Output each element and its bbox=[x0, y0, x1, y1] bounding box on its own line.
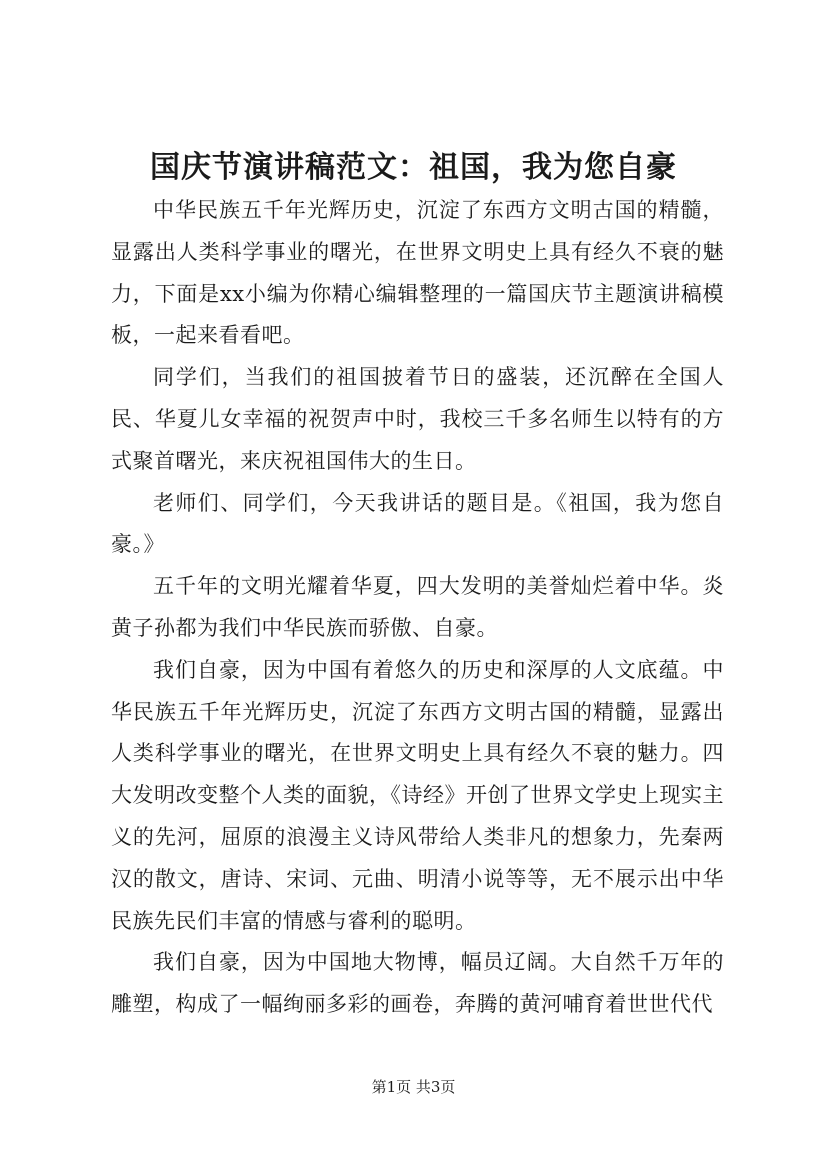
paragraph: 同学们，当我们的祖国披着节日的盛装，还沉醉在全国人民、华夏儿女幸福的祝贺声中时，我校三千多名师生以特有的方式聚首曙光，来庆祝祖国伟大的生日。 bbox=[111, 365, 724, 473]
paragraph: 中华民族五千年光辉历史，沉淀了东西方文明古国的精髓，显露出人类科学事业的曙光，在世界文明史上具有经久不衰的魅力，下面是xx小编为你精心编辑整理的一篇国庆节主题演讲稿模板，一起来看看吧。 bbox=[111, 198, 724, 348]
page-footer: 第1页 共3页 bbox=[371, 1078, 456, 1096]
paragraph: 五千年的文明光耀着华夏，四大发明的美誉灿烂着中华。炎黄子孙都为我们中华民族而骄傲、自豪。 bbox=[111, 574, 724, 640]
document-title: 国庆节演讲稿范文：祖国，我为您自豪 bbox=[150, 150, 677, 185]
document-body bbox=[111, 190, 724, 1026]
paragraph: 老师们、同学们，今天我讲话的题目是。《祖国，我为您自豪。》 bbox=[111, 490, 724, 557]
paragraph: 我们自豪，因为中国有着悠久的历史和深厚的人文底蕴。中华民族五千年光辉历史，沉淀了东西方文明古国的精髓，显露出人类科学事业的曙光，在世界文明史上具有经久不衰的魅力。四大发明改变整个人类的面貌，《诗经》开创了世界文学史上现实主义的先河，屈原的浪漫主义诗风带给人类非凡的想象力，先秦两汉的散文，唐诗、宋词、元曲、明清小说等等，无不展示出中华民族先民们丰富的情感与睿利的聪明。 bbox=[111, 657, 724, 933]
paragraph: 我们自豪，因为中国地大物博，幅员辽阔。大自然千万年的雕塑，构成了一幅绚丽多彩的画卷，奔腾的黄河哺育着世世代代 bbox=[111, 950, 724, 1017]
